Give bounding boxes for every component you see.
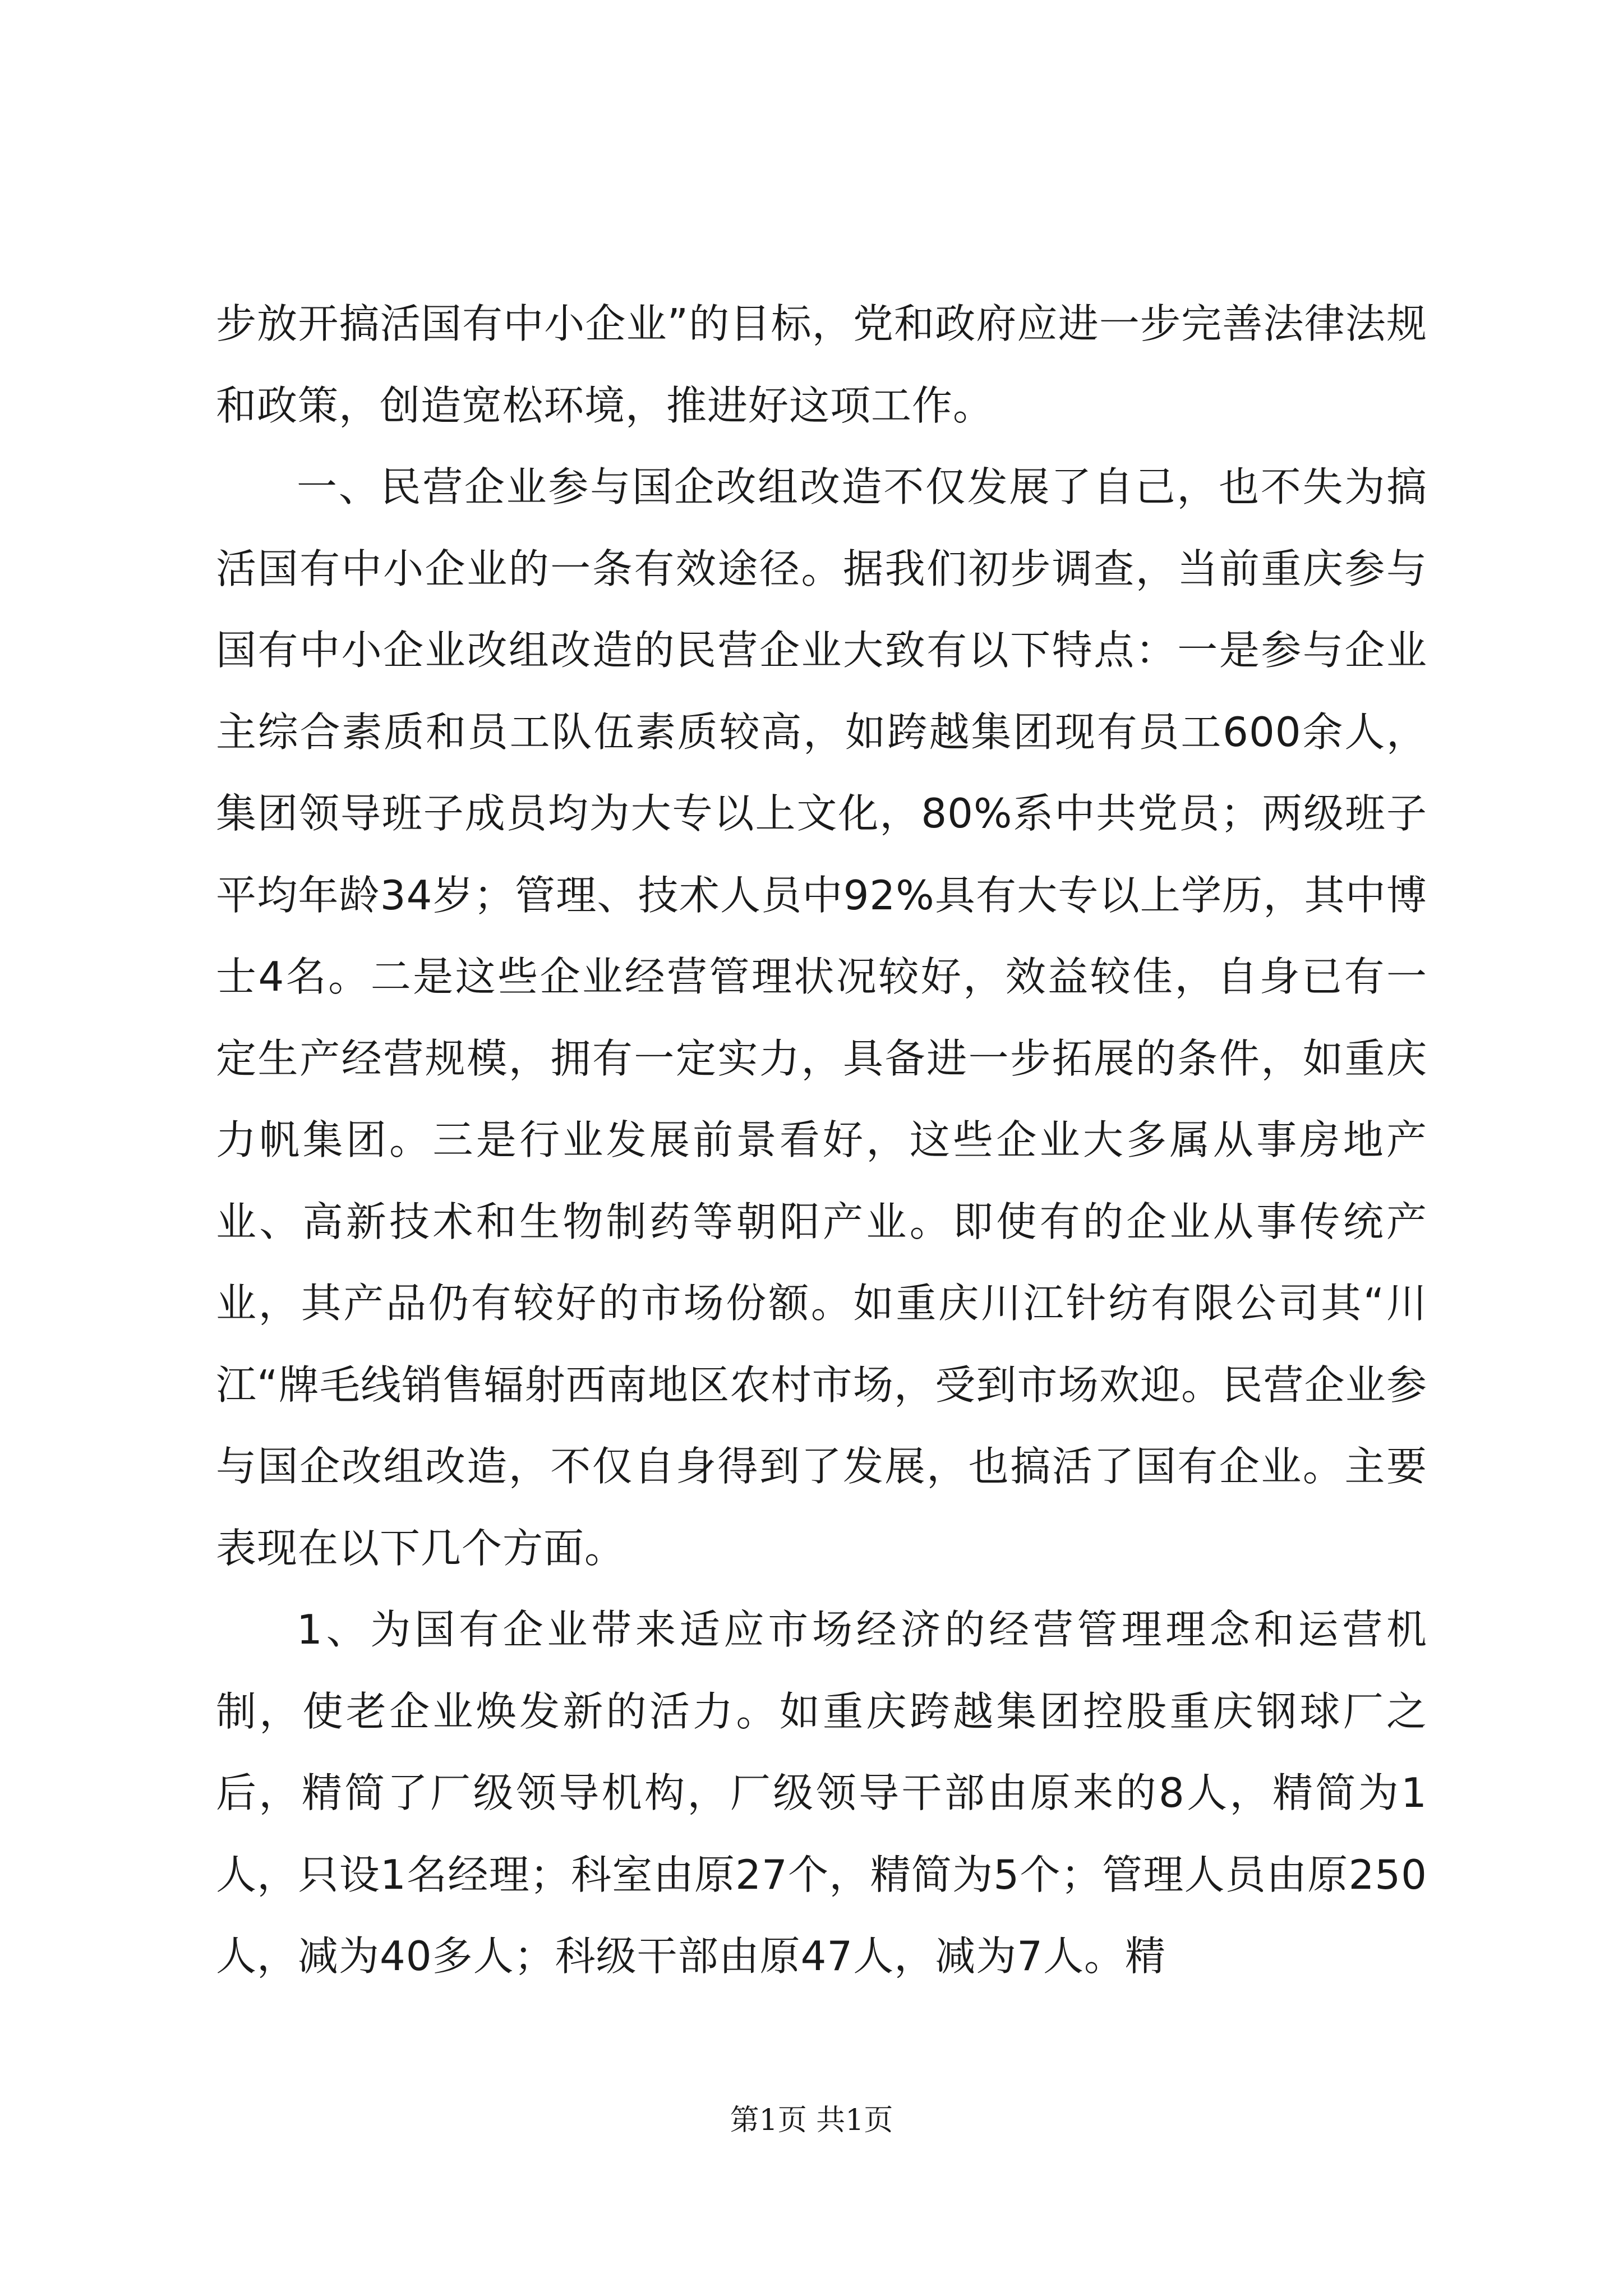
page-number-label: 第1页 共1页 [730, 2104, 893, 2137]
paragraph-2: 一、民营企业参与国企改组改造不仅发展了自己，也不失为搞活国有中小企业的一条有效途径。据我们初步调查，当前重庆参与国有中小企业改组改造的民营企业大致有以下特点：一是参与企业主综合素质和员工队伍素质较高，如跨越集团现有员工600余人，集团领导班子成员均为大专以上文化，80%系中共党员；两级班子平均年龄34岁；管理、技术人员中92%具有大专以上学历，其中博士4名。二是这些企业经营管理状况较好，效益较佳，自身已有一定生产经营规模，拥有一定实力，具备进一步拓展的条件，如重庆力帆集团。三是行业发展前景看好，这些企业大多属从事房地产业、高新技术和生物制药等朝阳产业。即使有的企业从事传统产业，其产品仍有较好的市场份额。如重庆川江针纺有限公司其“川江“牌毛线销售辐射西南地区农村市场，受到市场欢迎。民营企业参与国企改组改造，不仅自身得到了发展，也搞活了国有企业。主要表现在以下几个方面。 [216, 463, 1427, 1572]
paragraph-1: 步放开搞活国有中小企业”的目标，党和政府应进一步完善法律法规和政策，创造宽松环境，推进好这项工作。 [216, 300, 1427, 429]
paragraph-3: 1、为国有企业带来适应市场经济的经营管理理念和运营机制，使老企业焕发新的活力。如重庆跨越集团控股重庆钢球厂之后，精简了厂级领导机构，厂级领导干部由原来的8人，精简为1人，只设1名经理；科室由原27个，精简为5个；管理人员由原250人，减为40多人；科级干部由原47人，减为7人。精 [216, 1606, 1427, 1980]
page-footer [0, 2101, 1623, 2140]
document-body [216, 283, 1427, 1998]
